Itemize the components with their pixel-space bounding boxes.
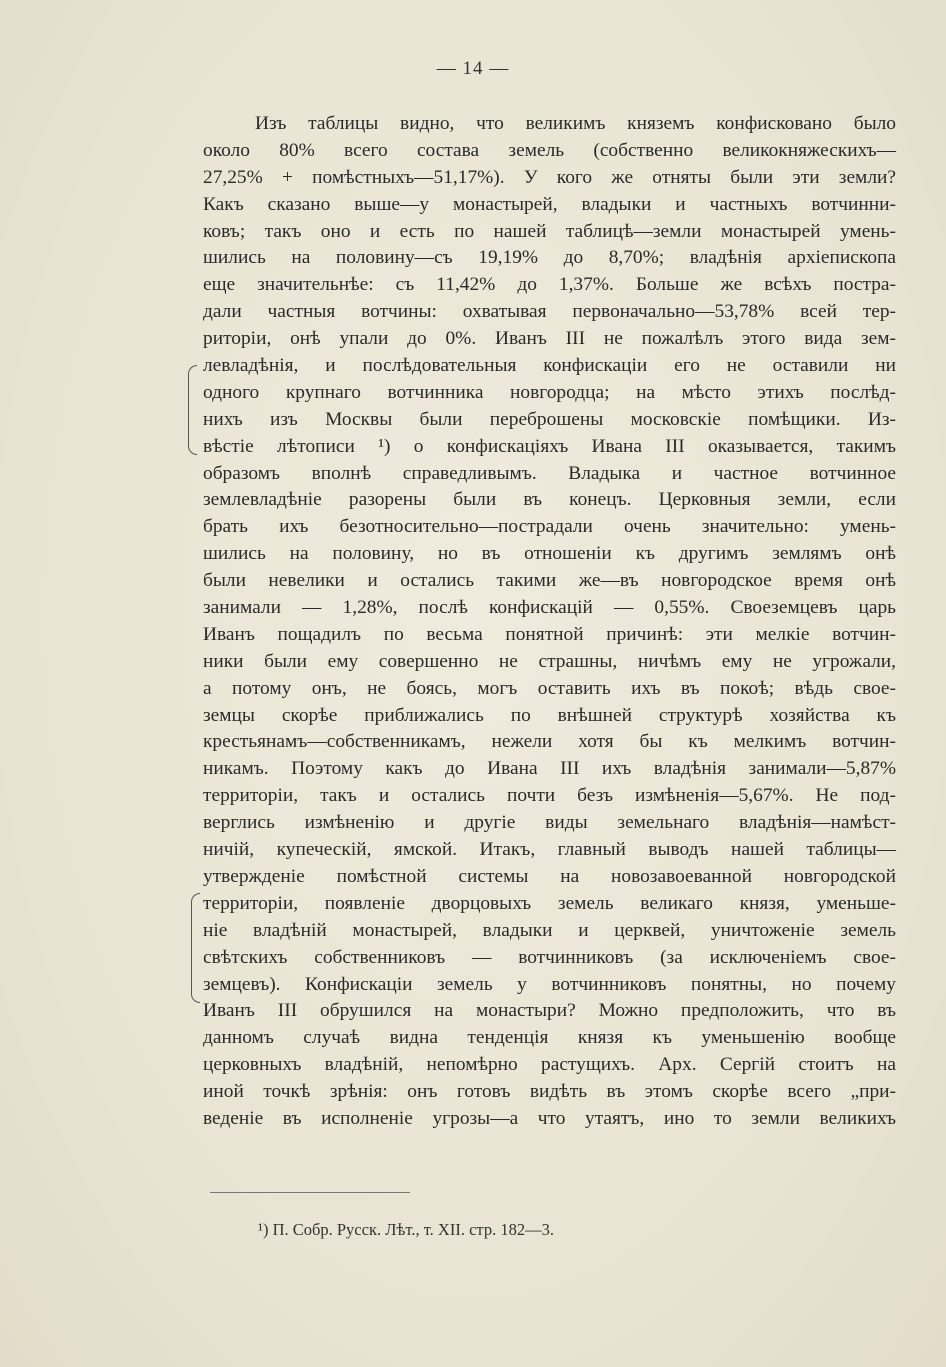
text-line: земцы скорѣе приближались по внѣшней структурѣ хозяйства къ (203, 704, 896, 726)
text-line: Иванъ пощадилъ по весьма понятной причинѣ: эти мелкіе вотчин- (203, 623, 896, 645)
text-line: никамъ. Поэтому какъ до Ивана III ихъ владѣнія занимали—5,87% (203, 758, 896, 780)
text-line: дали частныя вотчины: охватывая первоначально—53,78% всей тер- (203, 301, 896, 323)
text-line: нихъ изъ Москвы были переброшены московскіе помѣщики. Из- (203, 408, 896, 430)
text-line: занимали — 1,28%, послѣ конфискацій — 0,55%. Своеземцевъ царь (203, 597, 896, 619)
text-line: а потому онъ, не боясь, могъ оставить ихъ въ покоѣ; вѣдь свое- (203, 677, 896, 699)
text-line: ники были ему совершенно не страшны, ничѣмъ ему не угрожали, (203, 650, 896, 672)
text-line: церковныхъ владѣній, непомѣрно растущихъ. Арх. Сергій стоитъ на (203, 1054, 896, 1076)
text-line: территоріи, появленіе дворцовыхъ земель великаго князя, уменьше- (203, 892, 896, 914)
text-line: ковъ; такъ оно и есть по нашей таблицѣ—земли монастырей умень- (203, 220, 896, 242)
text-line: ніе владѣній монастырей, владыки и церквей, уничтоженіе земель (203, 919, 896, 941)
text-line: утвержденіе помѣстной системы на новозавоеванной новгородской (203, 865, 896, 887)
text-line: еще значительнѣе: съ 11,42% до 1,37%. Больше же всѣхъ постра- (203, 274, 896, 296)
text-line: 27,25% + помѣстныхъ—51,17%). У кого же отняты были эти земли? (203, 166, 896, 188)
text-line: левладѣнія, и послѣдовательныя конфискаціи его не оставили ни (203, 355, 896, 377)
text-line: иной точкѣ зрѣнія: онъ готовъ видѣть въ этомъ скорѣе всего „при- (203, 1081, 896, 1103)
footnote: ¹) П. Собр. Русск. Лѣт., т. XII. стр. 182—3. (258, 1220, 554, 1239)
text-line: территоріи, такъ и остались почти безъ измѣненія—5,67%. Не под- (203, 785, 896, 807)
page-number: — 14 — (436, 58, 510, 79)
margin-bracket-mark (188, 365, 197, 455)
text-line: земцевъ). Конфискаціи земель у вотчинниковъ понятны, но почему (203, 973, 896, 995)
text-line: Изъ таблицы видно, что великимъ княземъ конфисковано было (255, 113, 896, 134)
text-line: риторіи, онѣ упали до 0%. Иванъ III не пожалѣлъ этого вида зем- (203, 328, 896, 350)
footnote-divider (210, 1192, 410, 1193)
text-line: шились на половину, но въ отношеніи къ другимъ землямъ онѣ (203, 543, 896, 565)
text-line: землевладѣніе разорены были въ конецъ. Церковныя земли, если (203, 489, 896, 511)
text-line: верглись измѣненію и другіе виды земельнаго владѣнія—намѣст- (203, 812, 896, 834)
body-text (203, 111, 896, 1133)
text-line: образомъ вполнѣ справедливымъ. Владыка и частное вотчинное (203, 462, 896, 484)
text-line: веденіе въ исполненіе угрозы—а что утаятъ, ино то земли великихъ (203, 1107, 896, 1129)
text-line: крестьянамъ—собственникамъ, нежели хотя бы къ мелкимъ вотчин- (203, 731, 896, 753)
text-line: одного крупнаго вотчинника новгородца; на мѣсто этихъ послѣд- (203, 381, 896, 403)
text-line: были невелики и остались такими же—въ новгородское время онѣ (203, 570, 896, 592)
text-line: шились на половину—съ 19,19% до 8,70%; владѣнія архіепископа (203, 247, 896, 269)
text-line: около 80% всего состава земель (собственно великокняжескихъ— (203, 139, 896, 161)
text-line: ничій, купеческій, ямской. Итакъ, главный выводъ нашей таблицы— (203, 839, 896, 861)
margin-bracket-mark (191, 893, 200, 1003)
text-line: брать ихъ безотносительно—пострадали очень значительно: умень- (203, 516, 896, 538)
text-line: вѣстіе лѣтописи ¹) о конфискаціяхъ Ивана III оказывается, такимъ (203, 435, 896, 457)
text-line: данномъ случаѣ видна тенденція князя къ уменьшенію вообще (203, 1027, 896, 1049)
text-line: Иванъ III обрушился на монастыри? Можно предположить, что въ (203, 1000, 896, 1022)
text-line: свѣтскихъ собственниковъ — вотчинниковъ (за исключеніемъ свое- (203, 946, 896, 968)
text-line: Какъ сказано выше—у монастырей, владыки и частныхъ вотчинни- (203, 193, 896, 215)
